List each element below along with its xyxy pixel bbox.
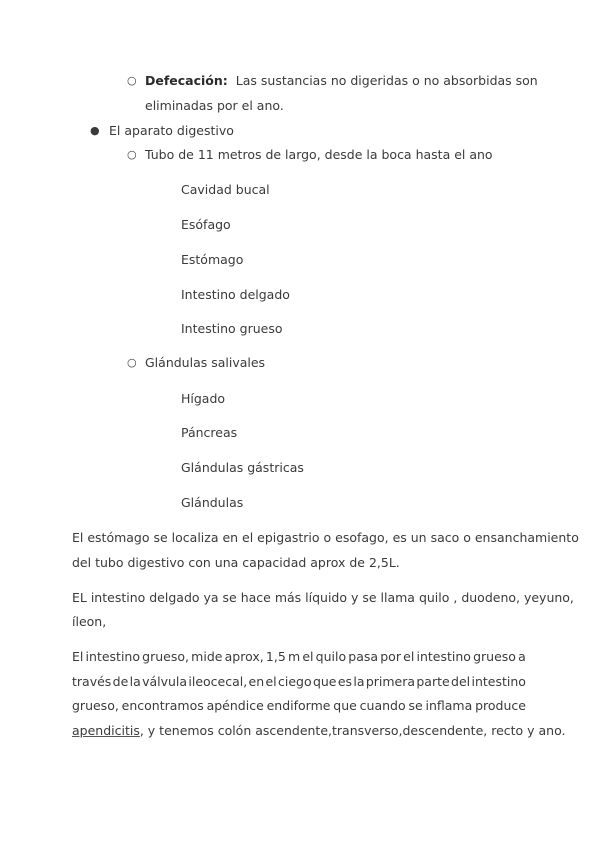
- hollow-bullet-icon: ○: [127, 74, 137, 87]
- glandulas-item: Glándulas: [181, 495, 244, 510]
- word: ileocecal,: [188, 674, 248, 689]
- word: el: [265, 674, 277, 689]
- word: 1,5: [265, 649, 286, 664]
- estomago-paragraph-line-2: del tubo digestivo con una capacidad aprox de 2,5L.: [72, 555, 400, 570]
- estomago-paragraph-line-1: El estómago se localiza en el epigastrio o esofago, es un saco o ensanchamiento: [72, 530, 579, 545]
- word: es: [337, 674, 353, 689]
- word: se: [408, 698, 423, 713]
- word: del: [451, 674, 471, 689]
- defecacion-text: Las sustancias no digeridas o no absorbidas son: [235, 73, 538, 88]
- word: el: [302, 649, 314, 664]
- word: válvula: [142, 674, 188, 689]
- word: grueso: [473, 649, 516, 664]
- word: intestino: [416, 649, 471, 664]
- word: por: [380, 649, 401, 664]
- glandulas-line: Glándulas salivales: [145, 355, 266, 370]
- word: a: [518, 649, 526, 664]
- word: apéndice: [206, 698, 264, 713]
- tubo-item: Intestino grueso: [181, 321, 283, 336]
- word: inflama: [425, 698, 473, 713]
- solid-bullet-icon: ●: [90, 124, 100, 137]
- apendicitis-word: apendicitis: [72, 723, 140, 738]
- tubo-item: Cavidad bucal: [181, 182, 270, 197]
- glandulas-item: Páncreas: [181, 425, 238, 440]
- word: través: [72, 674, 112, 689]
- word: pasa: [348, 649, 379, 664]
- tubo-item: Intestino delgado: [181, 287, 290, 302]
- grueso-paragraph-line-2: [72, 674, 526, 690]
- glandulas-item: Hígado: [181, 391, 226, 406]
- word: de: [112, 674, 129, 689]
- grueso-paragraph-line-1: [72, 649, 526, 665]
- word: endiforme: [266, 698, 331, 713]
- word: cuando: [359, 698, 406, 713]
- grueso-line-4-rest: , y tenemos colón ascendente,transverso,descendente, recto y ano.: [139, 723, 566, 738]
- word: primera: [365, 674, 416, 689]
- defecacion-line-2: eliminadas por el ano.: [145, 98, 284, 113]
- word: quilo: [315, 649, 347, 664]
- delgado-paragraph-line-1: EL intestino delgado ya se hace más líquido y se llama quilo , duodeno, yeyuno,: [72, 590, 574, 605]
- hollow-bullet-icon: ○: [127, 148, 137, 161]
- word: intestino: [471, 674, 526, 689]
- tubo-line: Tubo de 11 metros de largo, desde la boca hasta el ano: [145, 147, 493, 162]
- word: en: [248, 674, 265, 689]
- word: m: [287, 649, 301, 664]
- word: El: [72, 649, 84, 664]
- word: intestino: [85, 649, 140, 664]
- word: grueso,: [72, 698, 119, 713]
- word: parte: [416, 674, 450, 689]
- defecacion-line-1: [145, 73, 538, 89]
- grueso-paragraph-line-4: [72, 723, 566, 739]
- word: produce: [475, 698, 526, 713]
- word: que: [312, 674, 337, 689]
- hollow-bullet-icon: ○: [127, 356, 137, 369]
- word: que: [333, 698, 357, 713]
- tubo-item: Esófago: [181, 217, 231, 232]
- word: mide: [191, 649, 223, 664]
- aparato-title: El aparato digestivo: [109, 123, 234, 138]
- word: la: [353, 674, 365, 689]
- word: el: [403, 649, 415, 664]
- glandulas-item: Glándulas gástricas: [181, 460, 304, 475]
- word: la: [129, 674, 141, 689]
- word: ciego: [277, 674, 312, 689]
- delgado-paragraph-line-2: íleon,: [72, 614, 107, 629]
- grueso-paragraph-line-3: [72, 698, 526, 714]
- tubo-item: Estómago: [181, 252, 244, 267]
- word: grueso,: [142, 649, 189, 664]
- word: aprox,: [224, 649, 264, 664]
- defecacion-term: Defecación:: [145, 73, 228, 88]
- word: encontramos: [121, 698, 204, 713]
